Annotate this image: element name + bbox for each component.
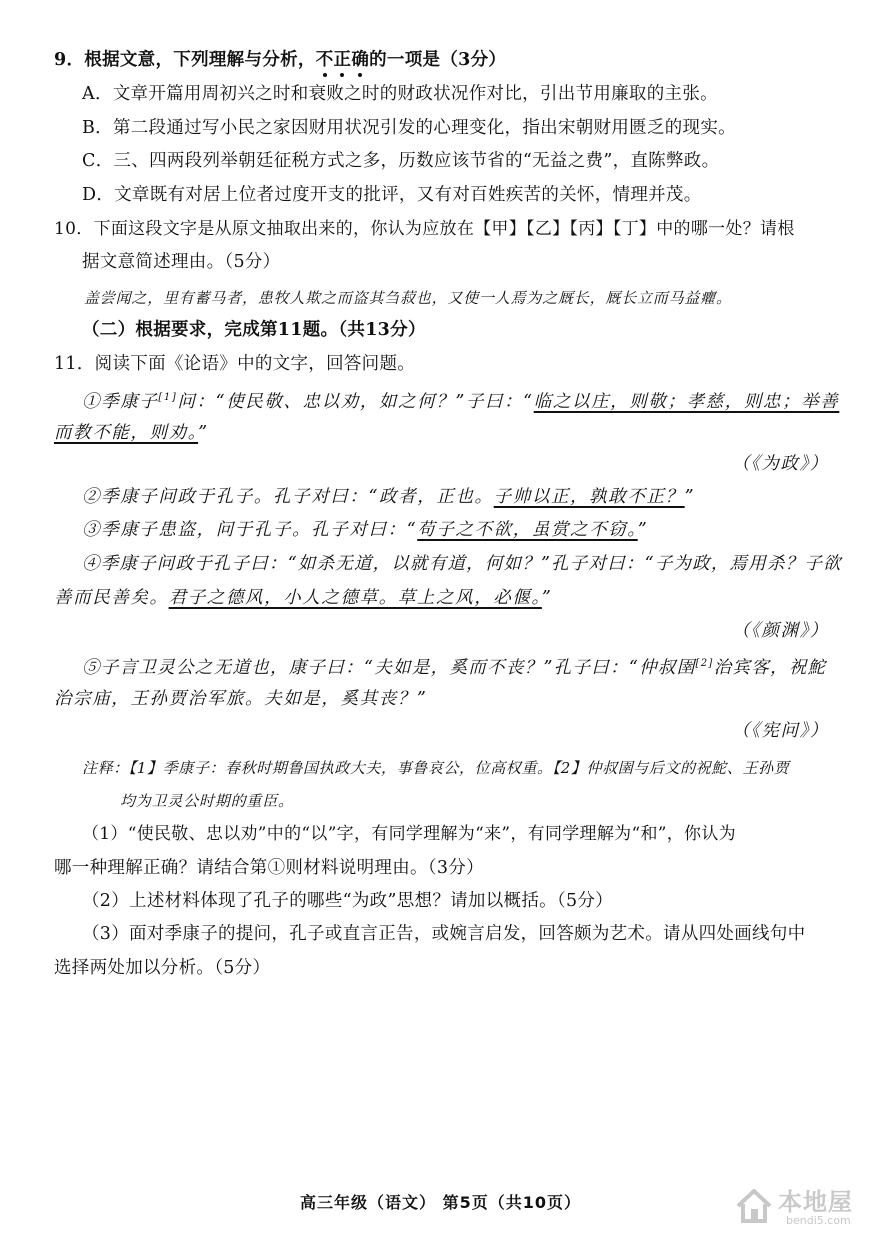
passage-1-line2: 而教不能，则劝。” — [54, 423, 209, 443]
footnote-marker: [2] — [695, 658, 714, 669]
q10-stem-line2: 据文意简述理由。（5分） — [82, 252, 281, 272]
passage-1-line1: ①季康子[1]问：“使民敬、忠以劝，如之何？”子曰：“临之以庄，则敬；孝慈，则忠；举善 — [82, 392, 840, 412]
source-label: （《为政》） — [731, 454, 829, 474]
page-footer: 高三年级（语文） 第5页（共10页） — [300, 1193, 581, 1212]
sub-question-2: （2）上述材料体现了孔子的哪些“为政”思想？请加以概括。（5分） — [82, 891, 614, 911]
sub-question-1-line2: 哪一种理解正确？请结合第①则材料说明理由。（3分） — [54, 858, 484, 878]
underlined-sentence: 君子之德风，小人之德草。草上之风，必偃。 — [168, 588, 542, 608]
sub-question-1-line1: （1）“使民敬、忠以劝”中的“以”字，有同学理解为“来”，有同学理解为“和”，你认为 — [82, 824, 736, 844]
source-label: （《宪问》） — [731, 721, 829, 741]
passage-3: ③季康子患盗，问于孔子。孔子对曰：“苟子之不欲，虽赏之不窃。” — [82, 520, 649, 540]
watermark — [734, 1180, 868, 1234]
q9-option-c: C．三、四两段列举朝廷征税方式之多，历数应该节省的“无益之费”，直陈弊政。 — [82, 151, 720, 171]
underlined-sentence: 子帅以正，孰敢不正？ — [493, 487, 685, 507]
passage-5-line2: 治宗庙，王孙贾治军旅。夫如是，奚其丧？” — [54, 689, 428, 709]
underlined-sentence: 苟子之不欲，虽赏之不窃。 — [417, 520, 638, 540]
emphasis-dot-char: 不 — [315, 50, 334, 70]
q10-stem-line1: 10．下面这段文字是从原文抽取出来的，你认为应放在【甲】【乙】【丙】【丁】中的哪一处？请根 — [54, 219, 795, 239]
q11-intro: 11．阅读下面《论语》中的文字，回答问题。 — [54, 354, 416, 374]
watermark-name: 本地屋 — [778, 1188, 853, 1216]
passage-4-line2: 善而民善矣。君子之德风，小人之德草。草上之风，必偃。” — [54, 588, 553, 608]
q9-stem: 9．根据文意，下列理解与分析，不正确的一项是（3分） — [54, 50, 507, 70]
watermark-url: bendi5.com — [786, 1214, 851, 1227]
passage-2: ②季康子问政于孔子。孔子对曰：“政者，正也。子帅以正，孰敢不正？” — [82, 487, 696, 507]
q9-option-d: D．文章既有对居上位者过度开支的批评，又有对百姓疾苦的关怀，情理并茂。 — [82, 185, 702, 205]
q9-option-a: A．文章开篇用周初兴之时和衰败之时的财政状况作对比，引出节用廉取的主张。 — [82, 84, 718, 104]
emphasis-dot-char: 正 — [333, 50, 352, 70]
footnote-marker: [1] — [158, 392, 178, 403]
underlined-sentence: 而教不能，则劝。 — [54, 423, 199, 443]
sub-question-3-line2: 选择两处加以分析。（5分） — [54, 958, 271, 978]
section-heading: （二）根据要求，完成第11题。（共13分） — [82, 320, 426, 340]
emphasis-dot-char: 确 — [351, 50, 370, 70]
passage-5-line1: ⑤子言卫灵公之无道也，康子曰：“夫如是，奚而不丧？”孔子曰：“仲叔圉[2]治宾客，祝鮀 — [82, 658, 827, 678]
notes-line2: 均为卫灵公时期的重臣。 — [120, 792, 294, 810]
notes-line1: 注释：【1】季康子：春秋时期鲁国执政大夫，事鲁哀公，位高权重。【2】仲叔圉与后文的祝鮀、王孙贾 — [82, 759, 790, 777]
underlined-sentence: 临之以庄，则敬；孝慈，则忠；举善 — [533, 392, 840, 412]
source-label: （《颜渊》） — [731, 621, 829, 641]
house-icon — [734, 1186, 774, 1226]
q10-excerpt: 盖尝闻之，里有蓄马者，患牧人欺之而盗其刍菽也，又使一人焉为之厩长，厩长立而马益癯。 — [84, 289, 732, 307]
passage-4-line1: ④季康子问政于孔子曰：“如杀无道，以就有道，何如？”孔子对曰：“子为政，焉用杀？子欲 — [82, 554, 842, 574]
q9-option-b: B．第二段通过写小民之家因财用状况引发的心理变化，指出宋朝财用匮乏的现实。 — [82, 118, 736, 138]
sub-question-3-line1: （3）面对季康子的提问，孔子或直言正告，或婉言启发，回答颇为艺术。请从四处画线句中 — [82, 924, 806, 944]
